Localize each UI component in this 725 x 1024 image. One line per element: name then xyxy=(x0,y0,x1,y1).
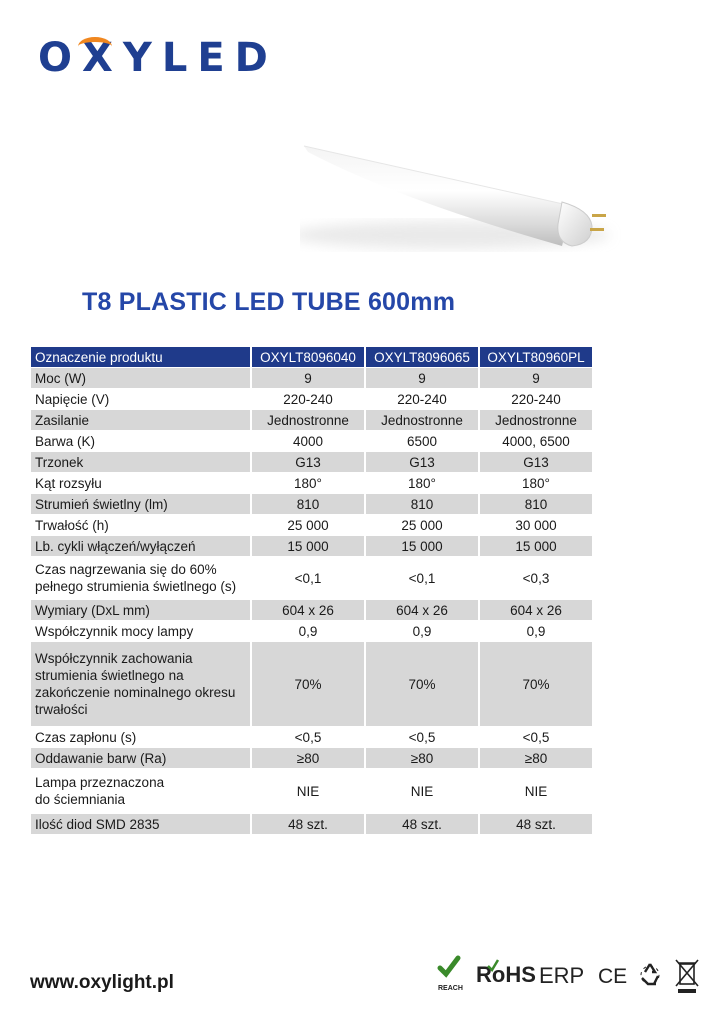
table-header-row xyxy=(31,347,592,367)
row-value: 15 000 xyxy=(480,536,592,556)
row-label: Napięcie (V) xyxy=(31,389,250,409)
row-label-line: trwałości xyxy=(35,702,88,717)
rohs-icon xyxy=(476,960,536,987)
row-value: Jednostronne xyxy=(480,410,592,430)
row-value: <0,5 xyxy=(480,727,592,747)
row-label: Lb. cykli włączeń/wyłączeń xyxy=(31,536,250,556)
reach-label: REACH xyxy=(438,985,463,992)
product-title: T8 PLASTIC LED TUBE 600mm xyxy=(82,288,456,316)
row-value: 15 000 xyxy=(366,536,478,556)
table-row xyxy=(31,494,592,514)
row-value: 70% xyxy=(252,642,364,726)
row-value: 220-240 xyxy=(366,389,478,409)
row-value: 220-240 xyxy=(252,389,364,409)
table-row xyxy=(31,600,592,620)
table-row xyxy=(31,473,592,493)
row-value: <0,3 xyxy=(480,557,592,599)
logo-x-letter: X xyxy=(82,35,123,81)
weee-bin-icon xyxy=(676,960,698,993)
row-label-line: zakończenie nominalnego okresu xyxy=(35,685,236,700)
row-value: 604 x 26 xyxy=(366,600,478,620)
row-value: ≥80 xyxy=(480,748,592,768)
row-value: G13 xyxy=(366,452,478,472)
row-value: G13 xyxy=(480,452,592,472)
row-value: NIE xyxy=(252,769,364,813)
row-label: Trzonek xyxy=(31,452,250,472)
row-label-line: Współczynnik zachowania xyxy=(35,651,193,666)
reach-check-icon xyxy=(438,958,463,992)
row-label: Strumień świetlny (lm) xyxy=(31,494,250,514)
row-value: 604 x 26 xyxy=(252,600,364,620)
row-value: <0,1 xyxy=(366,557,478,599)
row-value: ≥80 xyxy=(252,748,364,768)
header-model-cell: OXYLT8096065 xyxy=(366,347,478,367)
row-label-line: pełnego strumienia świetlnego (s) xyxy=(35,579,237,594)
row-value: 220-240 xyxy=(480,389,592,409)
ce-mark: CE xyxy=(598,965,628,988)
table-row xyxy=(31,368,592,388)
led-tube-image xyxy=(300,130,630,270)
row-value: Jednostronne xyxy=(366,410,478,430)
logo-text: O XYLED xyxy=(38,35,278,81)
table-row xyxy=(31,814,592,834)
row-label-line: strumienia świetlnego na xyxy=(35,668,184,683)
oxyled-logo xyxy=(38,36,278,80)
table-row xyxy=(31,748,592,768)
row-value: Jednostronne xyxy=(252,410,364,430)
row-value: 70% xyxy=(480,642,592,726)
row-value: 48 szt. xyxy=(480,814,592,834)
table-row xyxy=(31,621,592,641)
row-value: G13 xyxy=(252,452,364,472)
table-row xyxy=(31,557,592,599)
header-label-cell: Oznaczenie produktu xyxy=(31,347,250,367)
row-value: <0,5 xyxy=(252,727,364,747)
row-label: Zasilanie xyxy=(31,410,250,430)
row-value: 0,9 xyxy=(480,621,592,641)
row-label: Trwałość (h) xyxy=(31,515,250,535)
certification-icons xyxy=(436,954,706,994)
row-value: 810 xyxy=(480,494,592,514)
row-label: Wymiary (DxL mm) xyxy=(31,600,250,620)
row-label: Oddawanie barw (Ra) xyxy=(31,748,250,768)
row-label-line: Czas nagrzewania się do 60% xyxy=(35,562,217,577)
row-label: Czas zapłonu (s) xyxy=(31,727,250,747)
table-row xyxy=(31,727,592,747)
table-row xyxy=(31,452,592,472)
row-value: 810 xyxy=(252,494,364,514)
row-value: 48 szt. xyxy=(252,814,364,834)
row-label xyxy=(31,557,250,599)
row-label-line: Lampa przeznaczona xyxy=(35,775,165,790)
row-value: NIE xyxy=(366,769,478,813)
row-label: Współczynnik mocy lampy xyxy=(31,621,250,641)
row-value: 48 szt. xyxy=(366,814,478,834)
row-value: 70% xyxy=(366,642,478,726)
row-label xyxy=(31,642,250,726)
row-value: 30 000 xyxy=(480,515,592,535)
table-row xyxy=(31,642,592,726)
rohs-label: RoHS xyxy=(476,962,536,987)
row-value: 25 000 xyxy=(252,515,364,535)
table-row xyxy=(31,431,592,451)
table-row xyxy=(31,536,592,556)
header-model-cell: OXYLT80960PL xyxy=(480,347,592,367)
row-value: 810 xyxy=(366,494,478,514)
table-row xyxy=(31,410,592,430)
row-value: 9 xyxy=(366,368,478,388)
table-row xyxy=(31,769,592,813)
row-value: NIE xyxy=(480,769,592,813)
row-value: 180° xyxy=(252,473,364,493)
table-row xyxy=(31,389,592,409)
row-value: 15 000 xyxy=(252,536,364,556)
recycle-icon xyxy=(641,964,659,984)
row-value: 604 x 26 xyxy=(480,600,592,620)
row-value: 9 xyxy=(252,368,364,388)
row-label xyxy=(31,769,250,813)
logo-arc-icon xyxy=(78,37,112,56)
row-value: <0,1 xyxy=(252,557,364,599)
row-label: Moc (W) xyxy=(31,368,250,388)
row-value: 25 000 xyxy=(366,515,478,535)
row-label: Kąt rozsyłu xyxy=(31,473,250,493)
erp-label: ERP xyxy=(539,963,585,988)
row-value: 6500 xyxy=(366,431,478,451)
header-model-cell: OXYLT8096040 xyxy=(252,347,364,367)
row-value: 4000, 6500 xyxy=(480,431,592,451)
row-value: 180° xyxy=(366,473,478,493)
row-label-line: do ściemniania xyxy=(35,792,126,807)
row-value: <0,5 xyxy=(366,727,478,747)
website-link[interactable]: www.oxylight.pl xyxy=(30,972,174,993)
row-label: Ilość diod SMD 2835 xyxy=(31,814,250,834)
spec-table xyxy=(29,346,594,835)
row-value: 0,9 xyxy=(252,621,364,641)
table-row xyxy=(31,515,592,535)
row-label: Barwa (K) xyxy=(31,431,250,451)
row-value: 4000 xyxy=(252,431,364,451)
row-value: 0,9 xyxy=(366,621,478,641)
row-value: 180° xyxy=(480,473,592,493)
row-value: 9 xyxy=(480,368,592,388)
row-value: ≥80 xyxy=(366,748,478,768)
